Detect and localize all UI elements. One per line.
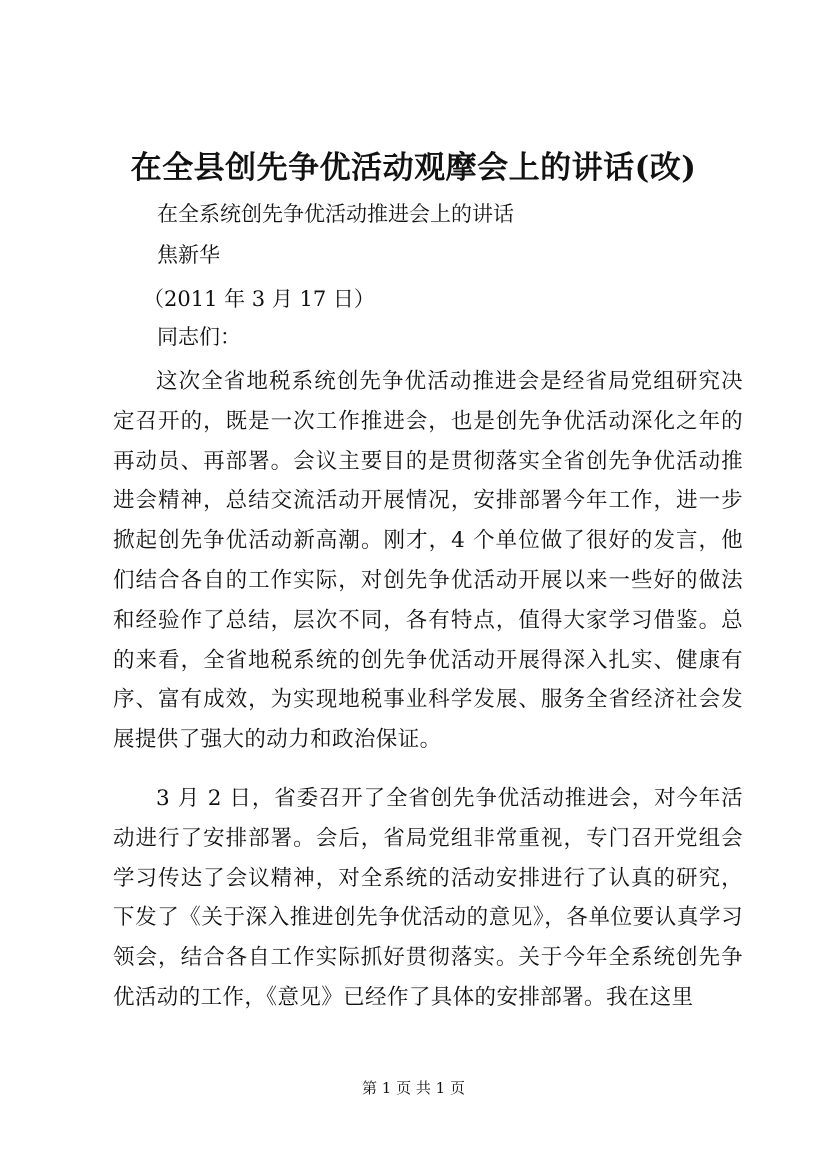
document-author: 焦新华	[157, 243, 220, 267]
document-subtitle: 在全系统创先争优活动推进会上的讲话	[157, 202, 514, 226]
body-paragraph-1: 这次全省地税系统创先争优活动推进会是经省局党组研究决定召开的，既是一次工作推进会，也是创先争优活动深化之年的再动员、再部署。会议主要目的是贯彻落实全省创先争优活动推进会精神，总结交流活动开展情况，安排部署今年工作，进一步掀起创先争优活动新高潮。刚才，4 个单位做了很好的发言，他们结合各自的工作实际，对创先争优活动开展以来一些好的做法和经验作了总结，层次不同，各有特点，值得大家学习借鉴。总的来看，全省地税系统的创先争优活动开展得深入扎实、健康有序、富有成效，为实现地税事业科学发展、服务全省经济社会发展提供了强大的动力和政治保证。	[113, 369, 743, 753]
page-footer: 第 1 页 共 1 页	[362, 1079, 465, 1097]
document-greeting: 同志们：	[157, 325, 241, 349]
document-date: （2011 年 3 月 17 日）	[143, 287, 375, 311]
body-paragraph-2: 3 月 2 日，省委召开了全省创先争优活动推进会，对今年活动进行了安排部署。会后，省局党组非常重视，专门召开党组会学习传达了会议精神，对全系统的活动安排进行了认真的研究，下发了《关于深入推进创先争优活动的意见》，各单位要认真学习领会，结合各自工作实际抓好贯彻落实。关于今年全系统创先争优活动的工作，《意见》已经作了具体的安排部署。我在这里	[113, 786, 743, 1010]
document-title: 在全县创先争优活动观摩会上的讲话(改)	[130, 150, 697, 186]
